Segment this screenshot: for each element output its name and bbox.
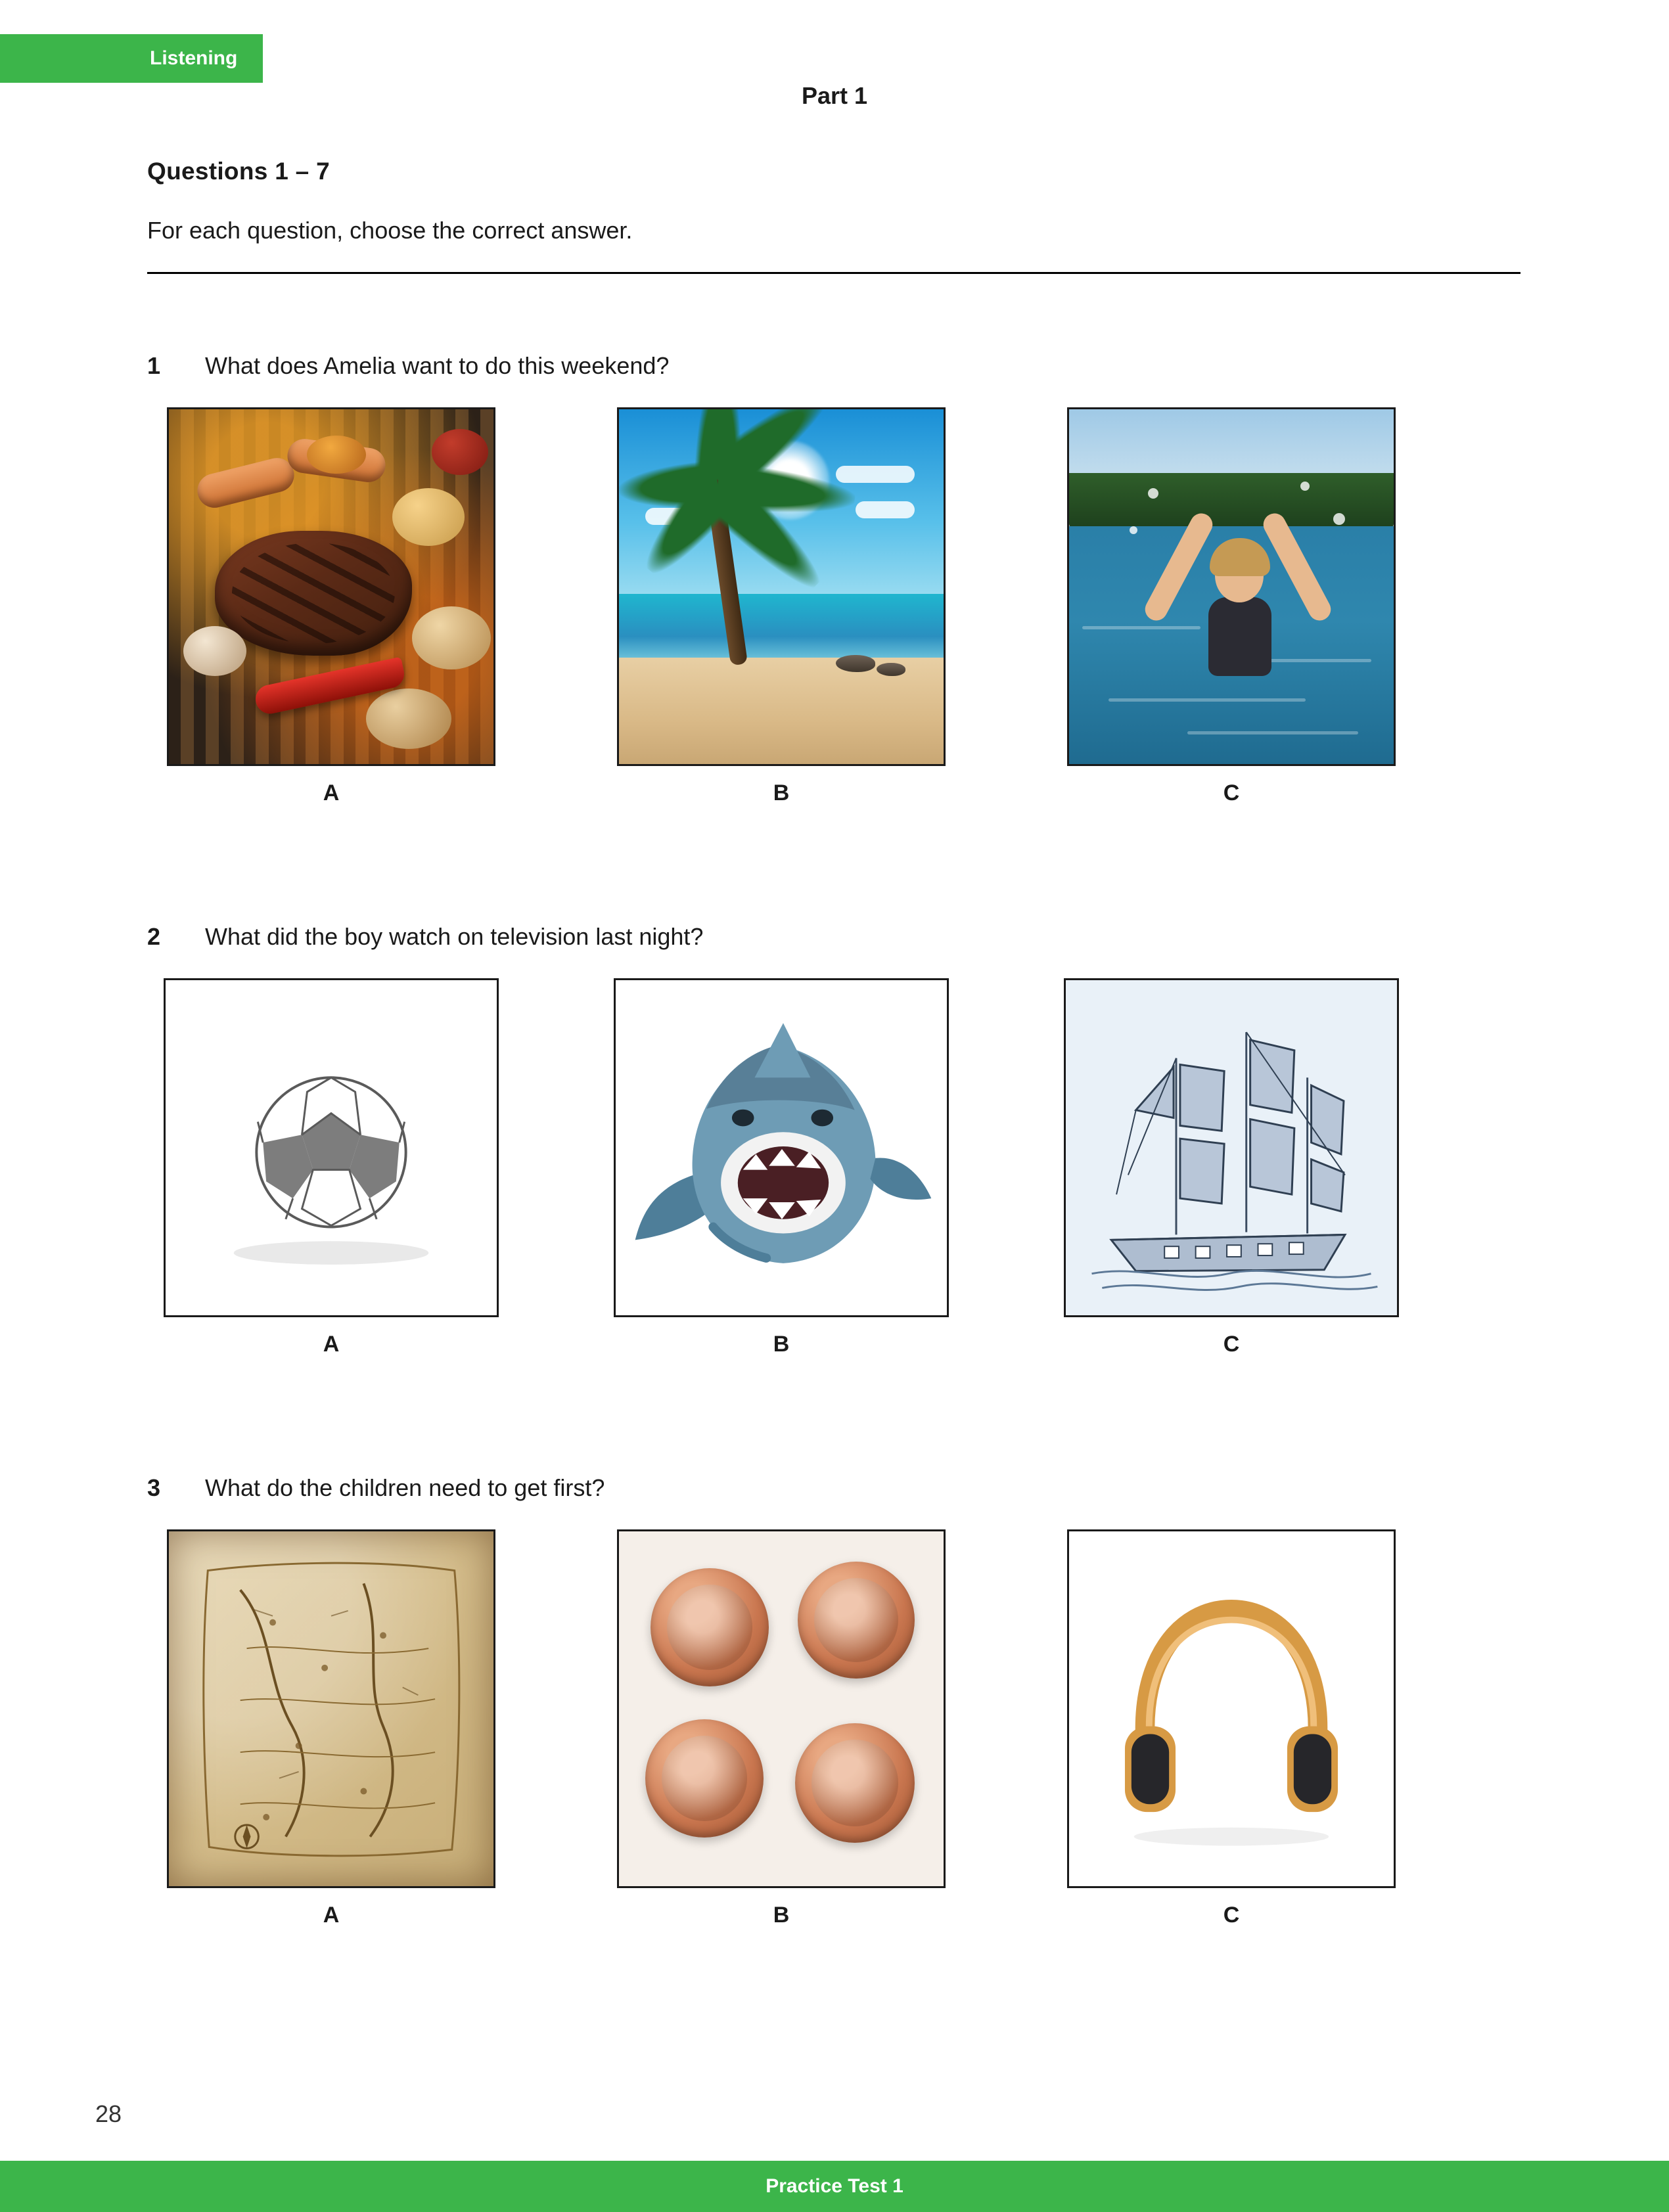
sailing-ship-illustration[interactable] [1064, 978, 1399, 1317]
coin [798, 1562, 915, 1679]
question-1-number: 1 [147, 352, 161, 379]
girl-swimming-in-lake-photo[interactable] [1067, 407, 1396, 766]
old-treasure-map-photo[interactable] [167, 1529, 495, 1888]
skill-tab-label: Listening [150, 47, 238, 69]
swimsuit-torso [1208, 597, 1271, 676]
option-letter: C [1223, 1332, 1240, 1357]
rule-segment-middle [627, 272, 1101, 274]
question-3-options [147, 1529, 1520, 1928]
map-aged-edge [169, 1531, 493, 1886]
question-3-text: What do the children need to get first? [205, 1474, 605, 1501]
vegetable-shape [412, 606, 491, 669]
headphones-photo[interactable] [1067, 1529, 1396, 1888]
questions-range-heading: Questions 1 – 7 [147, 158, 330, 185]
question-2-number: 2 [147, 923, 161, 950]
question-3-number: 3 [147, 1474, 161, 1501]
instruction-text: For each question, choose the correct answer. [147, 217, 633, 244]
option-letter: B [773, 780, 790, 805]
footer-test-label: Practice Test 1 [766, 2175, 903, 2197]
question-3-option-b[interactable] [597, 1529, 965, 1928]
option-letter: A [323, 1903, 340, 1928]
question-1 [147, 352, 1520, 806]
option-letter: C [1223, 780, 1240, 805]
rule-segment-right [1101, 272, 1520, 274]
question-2-heading [147, 923, 1520, 951]
option-letter: B [773, 1903, 790, 1928]
question-1-options [147, 407, 1520, 806]
shark-illustration[interactable] [614, 978, 949, 1317]
cloud-shape [856, 501, 915, 518]
question-1-option-a[interactable] [147, 407, 515, 806]
question-2-option-a[interactable] [147, 978, 515, 1357]
vegetable-shape [366, 688, 451, 749]
listening-skill-tab [0, 34, 263, 83]
treeline-region [1069, 473, 1394, 530]
coin [645, 1719, 764, 1838]
vegetable-shape [307, 436, 366, 474]
question-2-text: What did the boy watch on television last night? [205, 923, 704, 950]
question-2-option-b[interactable] [597, 978, 965, 1357]
option-letter: A [323, 1332, 340, 1357]
water-splash [1130, 526, 1137, 534]
page-number: 28 [95, 2100, 122, 2127]
football-illustration[interactable] [164, 978, 499, 1317]
shark-svg [616, 980, 947, 1315]
option-letter: B [773, 1332, 790, 1357]
sailing-ship-svg [1066, 980, 1397, 1315]
question-2-options [147, 978, 1520, 1357]
barbecue-grill-photo[interactable] [167, 407, 495, 766]
rock-shape [836, 655, 875, 672]
vegetable-shape [432, 429, 488, 475]
question-3-option-c[interactable] [1047, 1529, 1415, 1928]
sea-region [619, 594, 944, 665]
water-splash [1300, 482, 1310, 491]
sausage-shape [194, 455, 298, 512]
question-1-option-b[interactable] [597, 407, 965, 806]
horizontal-rule [147, 272, 1520, 276]
page-content [147, 158, 1520, 1928]
rock-shape [877, 663, 905, 676]
steak-shape [215, 531, 412, 656]
coin [795, 1723, 915, 1843]
water-ripple [1187, 731, 1358, 734]
football-svg [166, 980, 497, 1315]
water-splash [1148, 488, 1158, 499]
footer-bar [0, 2161, 1669, 2212]
rule-segment-left [147, 272, 627, 274]
option-letter: C [1223, 1903, 1240, 1928]
question-3 [147, 1474, 1520, 1928]
question-3-heading [147, 1474, 1520, 1502]
water-ripple [1082, 626, 1200, 629]
coin [651, 1568, 769, 1686]
water-ripple [1109, 698, 1306, 702]
vegetable-shape [183, 626, 246, 676]
vegetable-shape [392, 488, 465, 546]
option-letter: A [323, 780, 340, 805]
question-2-option-c[interactable] [1047, 978, 1415, 1357]
question-1-heading [147, 352, 1520, 380]
water-splash [1333, 513, 1345, 525]
headphones-svg [1069, 1531, 1394, 1886]
tropical-beach-palm-tree-photo[interactable] [617, 407, 946, 766]
question-2 [147, 923, 1520, 1357]
question-1-option-c[interactable] [1047, 407, 1415, 806]
palm-frond [618, 461, 720, 513]
part-title: Part 1 [801, 82, 868, 109]
ancient-coins-photo[interactable] [617, 1529, 946, 1888]
question-3-option-a[interactable] [147, 1529, 515, 1928]
question-1-text: What does Amelia want to do this weekend? [205, 352, 670, 379]
